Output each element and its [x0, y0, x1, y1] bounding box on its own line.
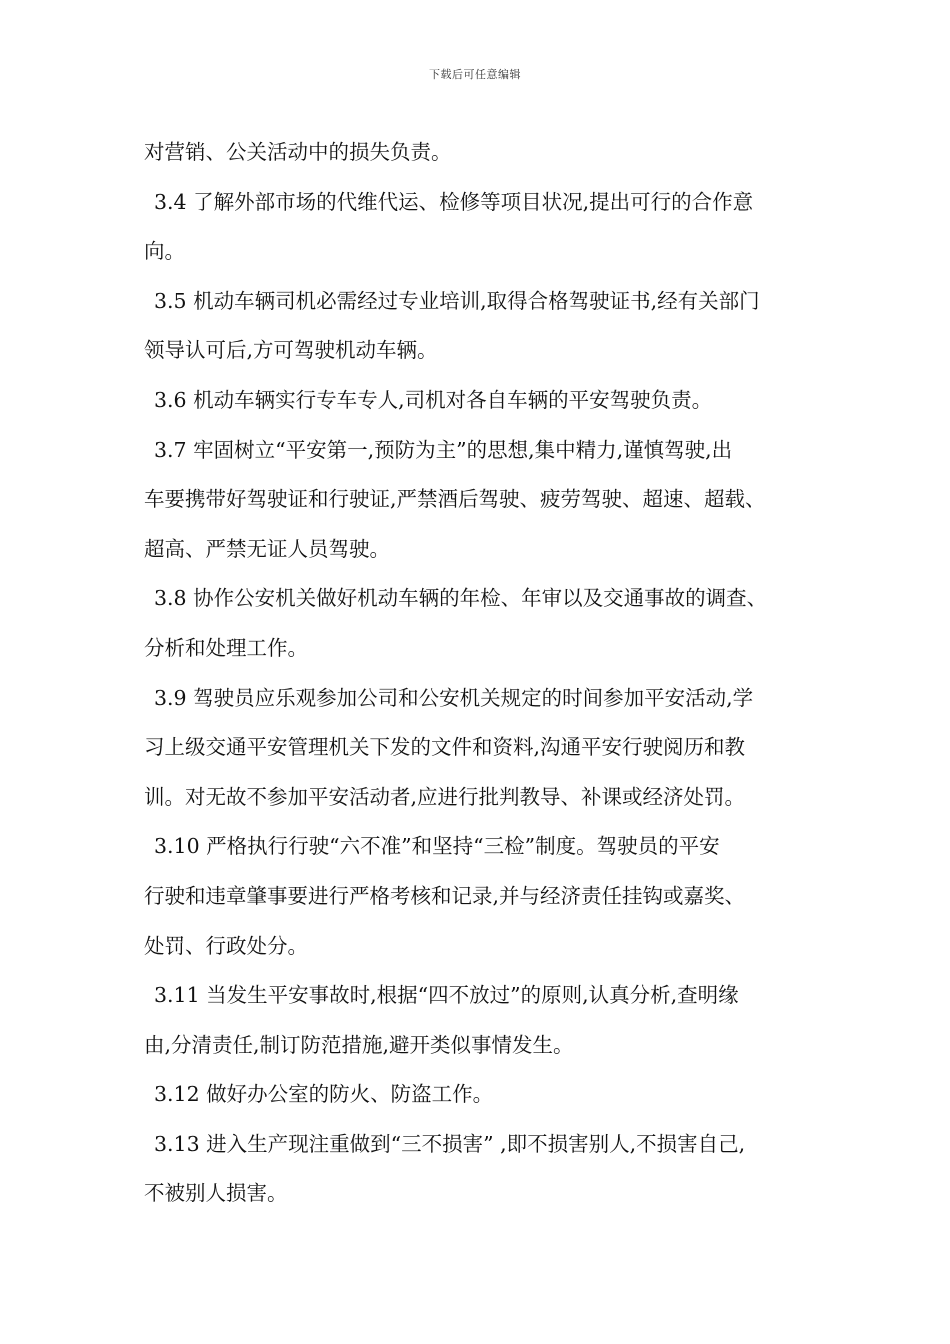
text-line: 3.7 牢固树立“平安第一,预防为主”的思想,集中精力,谨慎驾驶,出	[154, 437, 733, 462]
text-line: 分析和处理工作。	[144, 635, 308, 660]
document-body	[144, 128, 824, 1219]
text-line: 3.4 了解外部市场的代维代运、检修等项目状况,提出可行的合作意	[154, 189, 754, 214]
text-line: 3.10 严格执行行驶“六不准”和坚持“三检”制度。驾驶员的平安	[154, 834, 720, 859]
text-line: 3.6 机动车辆实行专车专人,司机对各自车辆的平安驾驶负责。	[154, 387, 713, 412]
text-line: 3.13 进入生产现注重做到“三不损害” ,即不损害别人,不损害自己,	[154, 1131, 746, 1156]
text-line: 习上级交通平安管理机关下发的文件和资料,沟通平安行驶阅历和教	[144, 735, 746, 760]
text-line: 处罚、行政处分。	[144, 933, 308, 958]
text-line: 对营销、公关活动中的损失负责。	[144, 140, 452, 164]
text-line: 由,分清责任,制订防范措施,避开类似事情发生。	[144, 1032, 574, 1057]
text-line: 3.8 协作公安机关做好机动车辆的年检、年审以及交通事故的调查、	[154, 586, 768, 611]
text-line: 行驶和违章肇事要进行严格考核和记录,并与经济责任挂钩或嘉奖、	[144, 883, 746, 908]
text-line: 向。	[144, 239, 185, 264]
page-header: 下载后可任意编辑	[429, 68, 521, 81]
text-line: 超高、严禁无证人员驾驶。	[144, 536, 390, 561]
text-line: 3.11 当发生平安事故时,根据“四不放过”的原则,认真分析,查明缘	[154, 983, 739, 1008]
text-line: 不被别人损害。	[144, 1181, 288, 1206]
text-line: 3.5 机动车辆司机必需经过专业培训,取得合格驾驶证书,经有关部门	[154, 288, 760, 313]
text-line: 车要携带好驾驶证和行驶证,严禁酒后驾驶、疲劳驾驶、超速、超载、	[144, 487, 766, 512]
text-line: 3.12 做好办公室的防火、防盗工作。	[154, 1082, 494, 1107]
text-line: 训。对无故不参加平安活动者,应进行批判教导、补课或经济处罚。	[144, 784, 746, 809]
text-line: 3.9 驾驶员应乐观参加公司和公安机关规定的时间参加平安活动,学	[154, 685, 754, 710]
text-line: 领导认可后,方可驾驶机动车辆。	[144, 338, 438, 363]
